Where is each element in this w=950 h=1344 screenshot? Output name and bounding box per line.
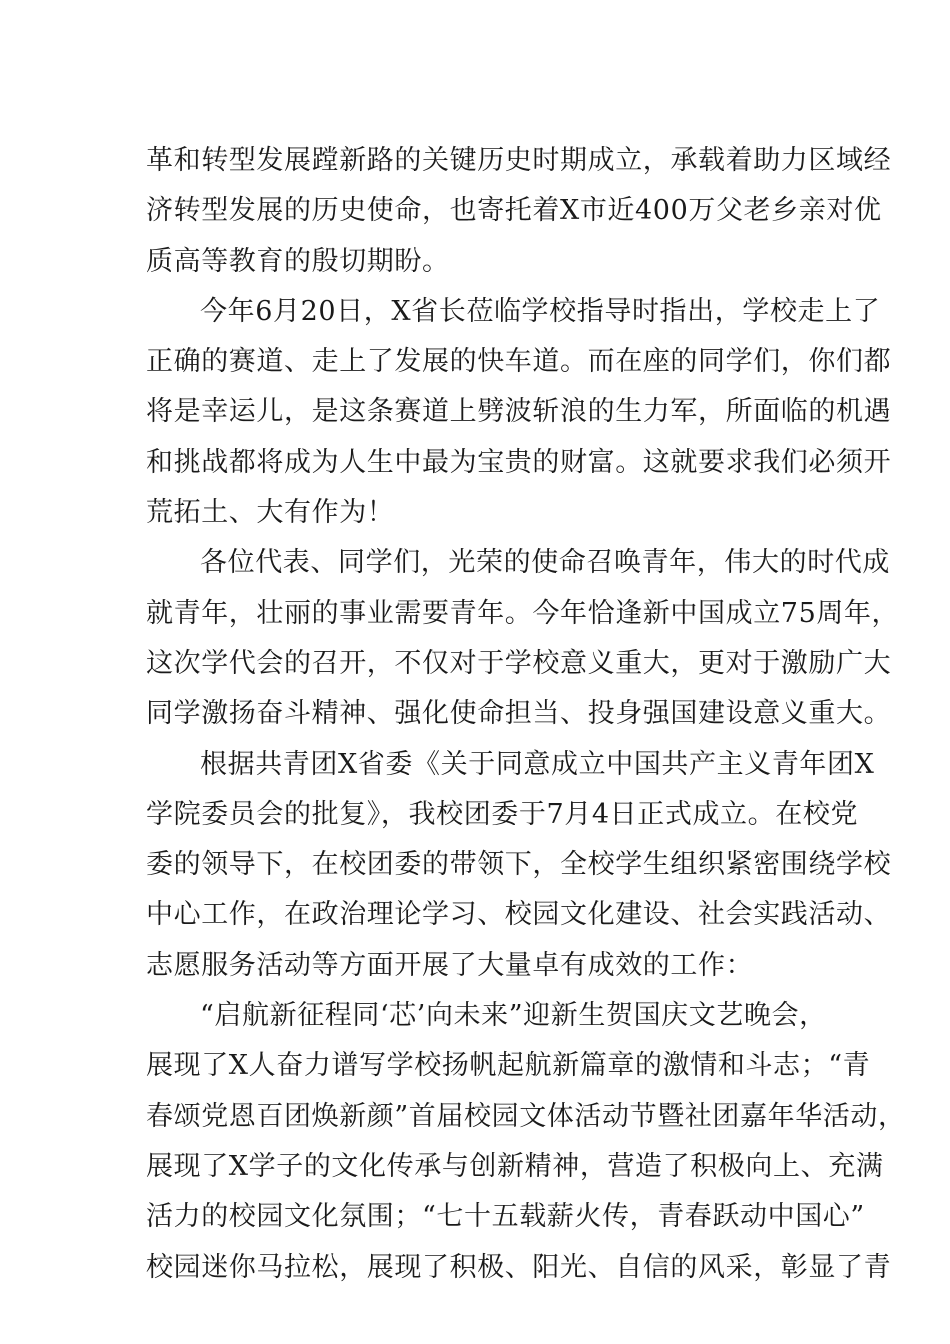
text-line: 展现了X学子的文化传承与创新精神，营造了积极向上、充满 bbox=[146, 1150, 884, 1182]
text-line: 这次学代会的召开，不仅对于学校意义重大，更对于激励广大 bbox=[146, 647, 892, 679]
text-line: 委的领导下，在校团委的带领下，全校学生组织紧密围绕学校 bbox=[146, 849, 892, 881]
text-line: 革和转型发展蹚新路的关键历史时期成立，承载着助力区域经 bbox=[146, 145, 892, 176]
text-line: 根据共青团X省委《关于同意成立中国共产主义青年团X bbox=[200, 748, 875, 780]
text-line: 春颂党恩百团焕新颜”首届校园文体活动节暨社团嘉年华活动， bbox=[146, 1100, 906, 1132]
document-page bbox=[146, 136, 906, 1293]
text-line: 中心工作，在政治理论学习、校园文化建设、社会实践活动、 bbox=[146, 899, 892, 931]
text-line: “启航新征程同‘芯’向未来”迎新生贺国庆文艺晚会， bbox=[200, 1000, 827, 1032]
text-line: 志愿服务活动等方面开展了大量卓有成效的工作： bbox=[146, 949, 754, 981]
text-line: 荒拓土、大有作为！ bbox=[146, 497, 395, 529]
text-line: 就青年，壮丽的事业需要青年。今年恰逢新中国成立75周年， bbox=[146, 597, 900, 629]
text-line: 活力的校园文化氛围；“七十五载薪火传，青春跃动中国心” bbox=[146, 1201, 865, 1233]
text-line: 展现了X人奋力谱写学校扬帆起航新篇章的激情和斗志；“青 bbox=[146, 1050, 871, 1082]
text-line: 和挑战都将成为人生中最为宝贵的财富。这就要求我们必须开 bbox=[146, 446, 892, 478]
text-line: 校园迷你马拉松，展现了积极、阳光、自信的风采，彰显了青 bbox=[146, 1251, 892, 1283]
text-line: 各位代表、同学们，光荣的使命召唤青年，伟大的时代成 bbox=[200, 547, 890, 579]
text-line: 济转型发展的历史使命，也寄托着X市近400万父老乡亲对优 bbox=[146, 195, 882, 227]
text-line: 同学激扬奋斗精神、强化使命担当、投身强国建设意义重大。 bbox=[146, 698, 892, 730]
text-line: 将是幸运儿，是这条赛道上劈波斩浪的生力军，所面临的机遇 bbox=[146, 396, 892, 428]
text-line: 今年6月20日，X省长莅临学校指导时指出，学校走上了 bbox=[200, 295, 881, 327]
text-line: 正确的赛道、走上了发展的快车道。而在座的同学们，你们都 bbox=[146, 346, 892, 378]
text-line: 质高等教育的殷切期盼。 bbox=[146, 245, 450, 277]
text-line: 学院委员会的批复》，我校团委于7月4日正式成立。在校党 bbox=[146, 798, 859, 830]
